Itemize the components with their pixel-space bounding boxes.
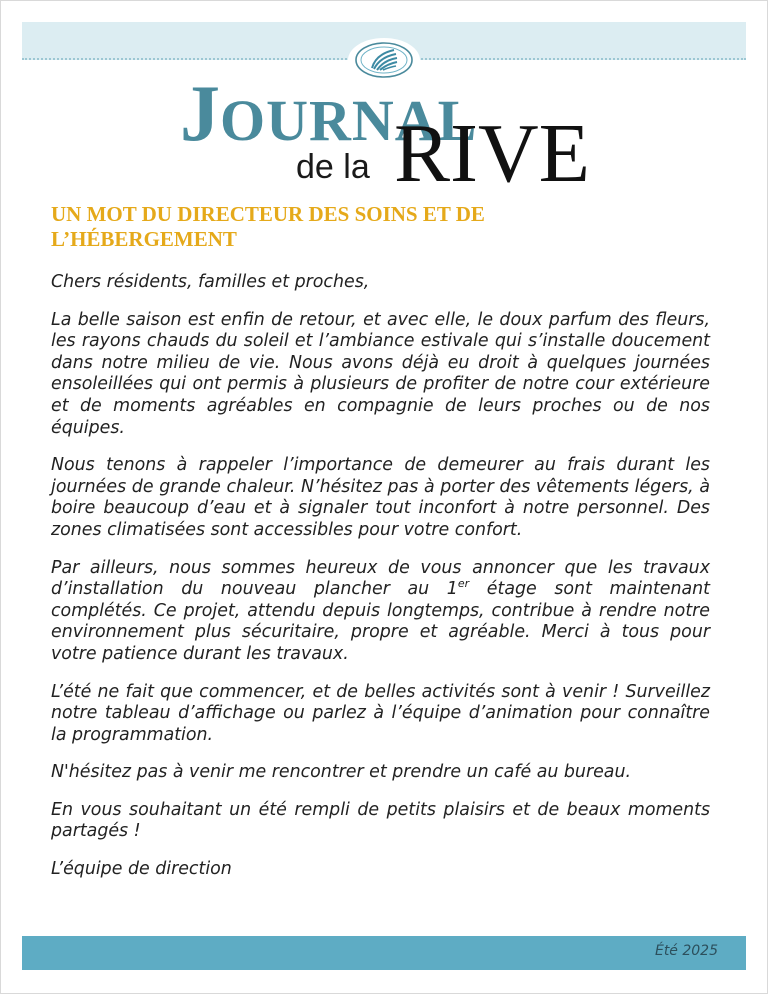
letter-greeting: Chers résidents, familles et proches, (51, 272, 370, 292)
letter-paragraph-5: N'hésitez pas à venir me rencontrer et prendre un café au bureau. (51, 762, 632, 783)
masthead-journal-rest: OURNAL (220, 88, 478, 153)
footer-band (22, 936, 746, 970)
paragraph-3-end: étage sont maintenant complétés. Ce projet, attendu depuis longtemps, contribue à rendre notre environnement plus sécuritaire, propre et agréable. Merci à tous pour votre patience durant les travaux. (51, 579, 710, 664)
letter-paragraph-3 (51, 558, 710, 666)
letter-paragraph-1: La belle saison est enfin de retour, et avec elle, le doux parfum des fleurs, les rayons chauds du soleil et l’ambiance estivale qui s’installe doucement dans notre milieu de vie. Nous avons déjà eu droit à quelques journées ensoleillées qui ont permis à plusieurs de profiter de notre cour extérieure et de moments agréables en compagnie de leurs proches ou de nos équipes. (51, 309, 710, 438)
masthead-rive: RIVE (394, 107, 590, 200)
letter-body (51, 272, 710, 897)
letter-signature: L’équipe de direction (51, 859, 232, 880)
masthead-de-la: de la (296, 148, 370, 186)
letter-paragraph-2: Nous tenons à rappeler l’importance de demeurer au frais durant les journées de grande chaleur. N’hésitez pas à porter des vêtements légers, à boire beaucoup d’eau et à signaler tout inconfort à notre personnel. Des zones climatisées sont accessibles pour votre confort. (51, 455, 710, 540)
masthead-journal-initial: J (180, 70, 220, 158)
footer-edition: Été 2025 (654, 943, 718, 959)
letter-paragraph-6: En vous souhaitant un été rempli de petits plaisirs et de beaux moments partagés ! (51, 799, 710, 842)
ordinal-superscript: er (457, 577, 470, 591)
paragraph-3-start: Par ailleurs, nous sommes heureux de vous annoncer que les travaux d’installation du nouveau plancher au 1 (51, 557, 710, 600)
letter-paragraph-4: L’été ne fait que commencer, et de belles activités sont à venir ! Surveillez notre tableau d’affichage ou parlez à l’équipe d’animation pour connaître la programmation. (51, 681, 710, 745)
article-heading: UN MOT DU DIRECTEUR DES SOINS ET DE L’HÉBERGEMENT (51, 202, 485, 251)
